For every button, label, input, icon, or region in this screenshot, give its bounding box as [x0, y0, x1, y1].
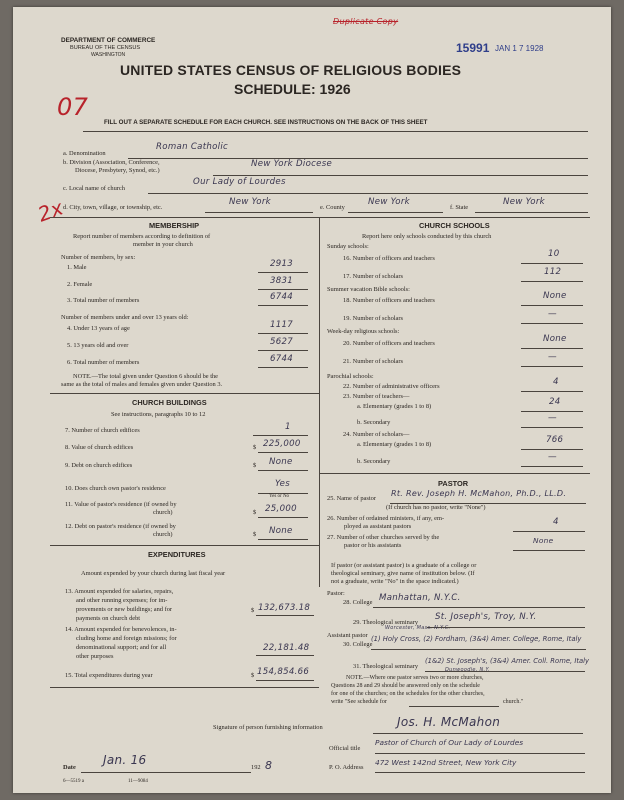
assistant-college-label: 30. College [343, 641, 373, 648]
membership-note-2: same as the total of males and females given under Question 3. [61, 381, 223, 388]
pastor-note-2: Questions 28 and 29 should be answered only on the schedule [331, 683, 480, 689]
pastor-name-label: 25. Name of pastor [327, 495, 376, 502]
edifices-value-value: 225,000 [263, 439, 301, 449]
weekday-officers-label: 20. Number of officers and teachers [343, 340, 435, 347]
weekday-officers-value: None [543, 334, 567, 344]
buildings-title: CHURCH BUILDINGS [132, 398, 207, 407]
edifices-value-label: 8. Value of church edifices [65, 444, 134, 451]
assistant-college-value: (1) Holy Cross, (2) Fordham, (3&4) Amer. College, Rome, Italy [371, 635, 582, 643]
sunday-schools-label: Sunday schools: [327, 243, 369, 250]
pastor-note-5: church." [503, 699, 524, 705]
division-label-2: Diocese, Presbytery, Synod, etc.) [75, 167, 160, 174]
membership-intro-1: Report number of members according to definition of [73, 233, 211, 240]
summer-scholars-value: — [548, 309, 557, 319]
pastor-seminary-label: 29. Theological seminary [353, 619, 419, 626]
form-code: 6—5519 a [63, 779, 84, 784]
assistant-subhead: Assistant pastor [327, 632, 368, 639]
buildings-intro: See instructions, paragraphs 10 to 12 [111, 411, 206, 418]
female-label: 2. Female [67, 281, 93, 288]
other-churches-label-2: pastor or his assistants [344, 542, 402, 549]
department-label: DEPARTMENT OF COMMERCE [61, 37, 156, 44]
assistant-seminary-value: (1&2) St. Joseph's, (3&4) Amer. Coll. Rome, Italy [425, 657, 590, 665]
teachers-secondary-value: — [548, 413, 557, 423]
denomination-label: a. Denomination [63, 150, 106, 157]
residence-debt-label: 12. Debt on pastor's residence (if owned by [65, 523, 176, 530]
state-label: f. State [450, 204, 469, 211]
over-13-label: 5. 13 years old and over [67, 342, 129, 349]
residence-debt-value: None [269, 526, 293, 536]
edifices-count-value: 1 [285, 422, 291, 432]
denomination-value: Roman Catholic [156, 142, 229, 152]
teachers-elementary-value: 24 [549, 397, 561, 407]
other-churches-value: None [533, 536, 554, 545]
date-label: Date [63, 764, 76, 771]
expenditures-title: EXPENDITURES [148, 550, 206, 559]
owns-residence-value: Yes [275, 479, 290, 489]
division-value: New York Diocese [251, 159, 333, 169]
edifices-debt-label: 9. Debt on church edifices [65, 462, 133, 469]
scholars-elementary-label: a. Elementary (grades 1 to 8) [357, 441, 432, 448]
county-value: New York [368, 197, 410, 207]
scholars-secondary-value: — [548, 452, 557, 462]
instruction-line: FILL OUT A SEPARATE SCHEDULE FOR EACH CHURCH. SEE INSTRUCTIONS ON THE BACK OF THIS SHEET [104, 119, 428, 126]
year-digit: 8 [265, 759, 273, 772]
running-expenses-label-4: payments on church debt [76, 615, 141, 622]
pastor-note-1: NOTE.—Where one pastor serves two or more churches, [346, 675, 484, 681]
graduate-info-2: theological seminary, give name of institution below. (If [331, 570, 475, 577]
schools-intro: Report here only schools conducted by this church [362, 233, 492, 240]
members-by-sex-label: Number of members, by sex: [61, 254, 136, 261]
official-title-label: Official title [329, 745, 361, 752]
stamp-number: 15991 [456, 41, 490, 55]
form-title: UNITED STATES CENSUS OF RELIGIOUS BODIES [120, 62, 462, 78]
benevolences-label-2: cluding home and foreign missions; for [76, 635, 177, 642]
graduate-info-1: If pastor (or assistant pastor) is a graduate of a college or [331, 562, 477, 569]
official-title-value: Pastor of Church of Our Lady of Lourdes [375, 738, 524, 747]
benevolences-label-1: 14. Amount expended for benevolences, in- [65, 626, 177, 633]
assistants-label-2: ployed as assistant pastors [344, 523, 412, 530]
under-13-value: 1117 [270, 320, 294, 330]
assistant-seminary-note: Dunwoodie, N.Y. [445, 667, 491, 673]
schedule-title: SCHEDULE: 1926 [234, 81, 351, 97]
running-expenses-value: 132,673.18 [258, 603, 311, 613]
total-members-2-value: 6744 [270, 354, 294, 364]
pastor-college-value: Manhattan, N.Y.C. [379, 593, 461, 603]
other-churches-label-1: 27. Number of other churches served by the [327, 534, 440, 541]
signature-label: Signature of person furnishing information [213, 724, 323, 731]
edifices-debt-value: None [269, 457, 293, 467]
benevolences-label-3: denominational support; and for all [76, 644, 167, 651]
county-label: e. County [320, 204, 345, 211]
city-field-value: New York [229, 197, 271, 207]
po-address-value: 472 West 142nd Street, New York City [375, 758, 517, 767]
membership-intro-2: member in your church [133, 241, 193, 248]
pastor-title: PASTOR [438, 479, 469, 488]
church-name-value: Our Lady of Lourdes [193, 177, 286, 187]
pastor-subhead: Pastor: [327, 590, 345, 597]
residence-value-value: 25,000 [265, 504, 297, 514]
assistant-seminary-label: 31. Theological seminary [353, 663, 419, 670]
admin-officers-label: 22. Number of administrative officers [343, 383, 440, 390]
year-prefix: 192 [251, 764, 261, 771]
total-members-value: 6744 [270, 292, 294, 302]
po-address-label: P. O. Address [329, 764, 364, 771]
total-expenditures-value: 154,854.66 [257, 667, 310, 677]
teachers-label: 23. Number of teachers— [343, 393, 410, 400]
pastor-college-label: 28. College [343, 599, 373, 606]
weekday-scholars-value: — [548, 352, 557, 362]
total-members-label: 3. Total number of members [67, 297, 140, 304]
schools-title: CHURCH SCHOOLS [419, 221, 490, 230]
residence-debt-label-2: church) [153, 531, 173, 538]
assistant-location-note: Worcester, Mass. N.Y.C. [385, 625, 451, 631]
sunday-officers-label: 16. Number of officers and teachers [343, 255, 435, 262]
male-value: 2913 [270, 259, 294, 269]
summer-schools-label: Summer vacation Bible schools: [327, 286, 410, 293]
duplicate-copy-note: Duplicate Copy [333, 17, 399, 26]
city-label: WASHINGTON [91, 52, 126, 58]
running-expenses-label-3: provements or new buildings; and for [76, 606, 173, 613]
graduate-info-3: not a graduate, write "No" in the space indicated.) [331, 578, 459, 585]
yes-no-hint: Yes or No [269, 494, 290, 499]
membership-title: MEMBERSHIP [149, 221, 200, 230]
stamp-date: JAN 1 7 1928 [495, 44, 544, 53]
edifices-count-label: 7. Number of church edifices [65, 427, 140, 434]
date-value: Jan. 16 [103, 753, 147, 767]
sunday-scholars-label: 17. Number of scholars [343, 273, 403, 280]
membership-note-1: NOTE.—The total given under Question 6 should be the [73, 373, 219, 380]
scholars-elementary-value: 766 [546, 435, 564, 445]
female-value: 3831 [270, 276, 294, 286]
owns-residence-label: 10. Does church own pastor's residence [65, 485, 166, 492]
pastor-name-value: Rt. Rev. Joseph H. McMahon, Ph.D., LL.D. [391, 489, 567, 498]
city-field-label: d. City, town, village, or township, etc. [63, 204, 163, 211]
pastor-note-4: write "See schedule for [331, 699, 387, 705]
parochial-schools-label: Parochial schools: [327, 373, 374, 380]
weekday-scholars-label: 21. Number of scholars [343, 358, 403, 365]
division-label: b. Division (Association, Conference, [63, 159, 160, 166]
church-name-label: c. Local name of church [63, 185, 125, 192]
scholars-label: 24. Number of scholars— [343, 431, 410, 438]
male-label: 1. Male [67, 264, 87, 271]
assistants-label-1: 26. Number of ordained ministers, if any, em- [327, 515, 445, 522]
summer-scholars-label: 19. Number of scholars [343, 315, 403, 322]
form-code-2: 11—9084 [128, 779, 148, 784]
over-13-value: 5627 [270, 337, 294, 347]
sunday-scholars-value: 112 [544, 267, 562, 277]
pastor-note-3: for one of the churches; on the schedules for the other churches, [331, 691, 485, 697]
total-members-2-label: 6. Total number of members [67, 359, 140, 366]
under-13-label: 4. Under 13 years of age [67, 325, 130, 332]
summer-officers-label: 18. Number of officers and teachers [343, 297, 435, 304]
summer-officers-value: None [543, 291, 567, 301]
red-mark-side: 2x [34, 195, 67, 227]
red-mark-top: 07 [57, 93, 89, 121]
expenditures-intro: Amount expended by your church during last fiscal year [81, 570, 226, 577]
signature-value: Jos. H. McMahon [397, 715, 501, 729]
teachers-secondary-label: b. Secondary [357, 419, 391, 426]
assistants-value: 4 [553, 517, 559, 527]
running-expenses-label-2: and other running expenses; for im- [76, 597, 168, 604]
teachers-elementary-label: a. Elementary (grades 1 to 8) [357, 403, 432, 410]
residence-value-label-2: church) [153, 509, 173, 516]
benevolences-value: 22,181.48 [263, 643, 310, 653]
members-by-age-label: Number of members under and over 13 years old: [61, 314, 189, 321]
weekday-schools-label: Week-day religious schools: [327, 328, 400, 335]
benevolences-label-4: other purposes [76, 653, 114, 660]
pastor-seminary-value: St. Joseph's, Troy, N.Y. [435, 612, 537, 622]
bureau-label: BUREAU OF THE CENSUS [70, 45, 141, 51]
total-expenditures-label: 15. Total expenditures during year [65, 672, 153, 679]
sunday-officers-value: 10 [548, 249, 560, 259]
admin-officers-value: 4 [553, 377, 559, 387]
census-schedule-sheet: DEPARTMENT OF COMMERCE BUREAU OF THE CENSUS WASHINGTON Duplicate Copy 15991 JAN 1 7 1928 UNITED STATES CENSUS OF RELIGIOUS BODIES SCHEDULE: 1926 07 2x FILL OUT A SEPARATE SCHEDULE FOR EACH CHURCH. SEE INSTRUCTIONS ON THE BACK OF THIS SHEET a. Denomination Roman Catholic b. Division (Association, Conference, Diocese, Presbytery, Synod, etc.) New York Diocese c. Local name of church Our Lady of Lourdes d. City, town, village, or township, etc. New York e. County New York f. State New York MEMBERSHIP Report number of members according to definition of member in your church Number of members, by sex: 1. Male 2913 2. Female 3831 3. Total number of members 6744 Number of members under and over 13 years old: 4. Under 13 years of age 1117 5. 13 years old and over 5627 6. Total number of members 6744 NOTE.—The total given under Question 6 should be the same as the total of males and females given under Question 3. CHURCH BUILDINGS See instructions, paragraphs 10 to 12 7. Number of church edifices 1 8. Value of church edifices $ 225,000 9. Debt on church edifices $ None 10. Does church own pastor's residence Yes Yes or No 11. Value of pastor's residence (if owned by church) $ 25,000 12. Debt on pastor's residence (if owned by church) $ None EXPENDITURES Amount expended by your church during last fiscal year 13. Amount expended for salaries, repairs, and other running expenses; for im- provements or new buildings; and for payments on church debt $ 132,673.18 14. Amount expended for benevolences, in- cluding home and foreign missions; for denominational support; and for all other purposes 22,181.48 15. Total expenditures during year $ 154,854.66 CHURCH SCHOOLS Report here only schools conducted by this church Sunday schools: 16. Number of officers and teachers 10 17. Number of scholars 112 Summer vacation Bible schools: 18. Number of officers and teachers None 19. Number of scholars — Week-day religious schools: 20. Number of officers and teachers None 21. Number of scholars — Parochial schools: 22. Number of administrative officers 4 23. Number of teachers— a. Elementary (grades 1 to 8) 24 b. Secondary — 24. Number of scholars— a. Elementary (grades 1 to 8) 766 b. Secondary — PASTOR 25. Name of pastor Rt. Rev. Joseph H. McMahon, Ph.D., LL.D. (If church has no pastor, write "None") 26. Number of ordained ministers, if any, em- ployed as assistant pastors 4 27. Number of other churches served by the pastor or his assistants None If pastor (or assistant pastor) is a graduate of a college or theological seminary, give name of institution below. (If not a graduate, write "No" in the space indicated.) Pastor: 28. College Manhattan, N.Y.C. 29. Theological seminary St. Joseph's, Troy, N.Y. Assistant pastor Worcester, Mass. N.Y.C. 30. College (1) Holy Cross, (2) Fordham, (3&4) Amer. College, Rome, Italy 31. Theological seminary (1&2) St. Joseph's, (3&4) Amer. Coll. Rome, Italy Dunwoodie, N.Y. NOTE.—Where one pastor serves two or more churches, Questions 28 and 29 should be answered only on the schedule for one of the churches; on the schedules for the other churches, write "See schedule for church." Signature of person furnishing information Jos. H. McMahon Official title Pastor of Church of Our Lady of Lourdes Date Jan. 16 192 8 P. O. Address 472 West 142nd Street, New York City 6—5519 a 11—9084 [13, 7, 611, 793]
running-expenses-label-1: 13. Amount expended for salaries, repairs, [65, 588, 174, 595]
residence-value-label: 11. Value of pastor's residence (if owned by [65, 501, 177, 508]
state-value: New York [503, 197, 545, 207]
pastor-name-hint: (If church has no pastor, write "None") [386, 504, 486, 511]
scholars-secondary-label: b. Secondary [357, 458, 391, 465]
